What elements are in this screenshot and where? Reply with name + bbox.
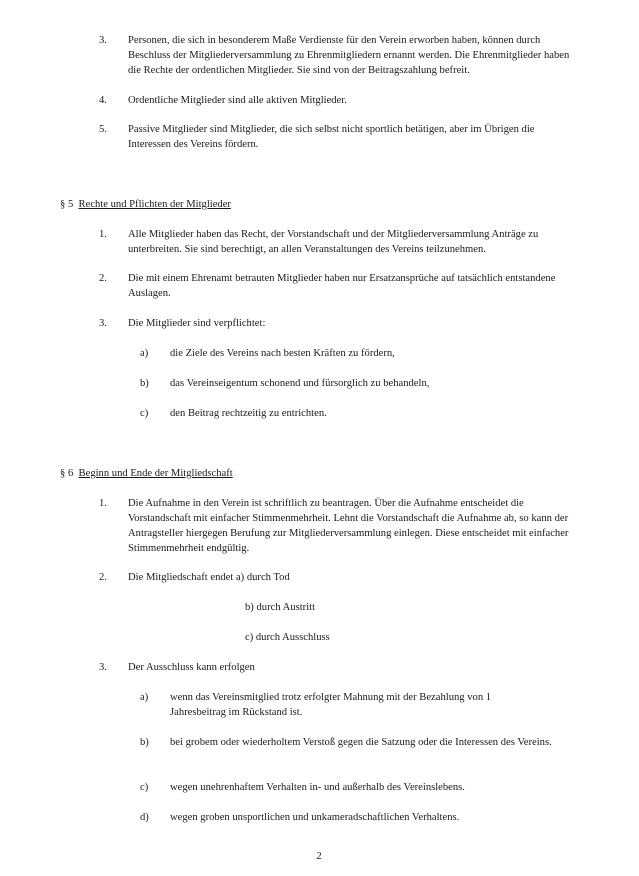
subitem-text: den Beitrag rechtzeitig zu entrichten. (170, 408, 327, 419)
end-option: b) durch Austritt (245, 602, 316, 613)
subitem-label: a) (140, 348, 149, 359)
subitem-label: b) (140, 378, 149, 389)
subitem-label: b) (140, 737, 149, 748)
subitem-label: d) (140, 812, 149, 823)
section-title: Beginn und Ende der Mitgliedschaft (78, 468, 233, 479)
item-number: 1. (99, 498, 107, 509)
page-number: 2 (316, 851, 322, 862)
end-option: c) durch Ausschluss (245, 632, 330, 643)
item-text: Alle Mitglieder haben das Recht, der Vorstandschaft und der Mitgliederversammlung Anträge zu unterbreiten. Sie sind berechtigt, an allen Veranstaltungen des Vereins teilzunehmen. (128, 229, 539, 255)
item-number: 5. (99, 124, 107, 135)
item-text: Die mit einem Ehrenamt betrauten Mitglieder haben nur Ersatzansprüche auf tatsächlich entstandene Auslagen. (128, 273, 556, 299)
section-heading (60, 466, 233, 481)
item-text: Personen, die sich in besonderem Maße Verdienste für den Verein erworben haben, können durch Beschluss der Mitgliederversammlung zu Ehrenmitgliedern ernannt werden. Die Ehrenmitglieder haben die Rechte der ordentlichen Mitglieder. Sie sind von der Beitragszahlung befreit. (128, 35, 570, 76)
subitem-text: das Vereinseigentum schonend und fürsorglich zu behandeln, (170, 378, 430, 389)
item-number: 3. (99, 318, 107, 329)
section-heading (60, 197, 231, 212)
item-text: Der Ausschluss kann erfolgen (128, 662, 255, 673)
subitem-text: bei grobem oder wiederholtem Verstoß gegen die Satzung oder die Interessen des Vereins. (170, 737, 552, 748)
item-number: 1. (99, 229, 107, 240)
item-number: 3. (99, 662, 107, 673)
item-text: Die Mitglieder sind verpflichtet: (128, 318, 266, 329)
item-number: 2. (99, 273, 107, 284)
item-text: Die Mitgliedschaft endet a) durch Tod (128, 572, 290, 583)
item-number: 2. (99, 572, 107, 583)
item-text: Ordentliche Mitglieder sind alle aktiven Mitglieder. (128, 95, 347, 106)
subitem-text: wegen groben unsportlichen und unkameradschaftlichen Verhaltens. (170, 812, 460, 823)
subitem-text: die Ziele des Vereins nach besten Kräften zu fördern, (170, 348, 395, 359)
subitem-label: c) (140, 782, 149, 793)
item-number: 4. (99, 95, 107, 106)
item-text: Passive Mitglieder sind Mitglieder, die sich selbst nicht sportlich betätigen, aber im Übrigen die Interessen des Vereins fördern. (128, 124, 535, 150)
subitem-label: a) (140, 692, 149, 703)
subitem-text: wegen unehrenhaftem Verhalten in- und außerhalb des Vereinslebens. (170, 782, 465, 793)
subitem-label: c) (140, 408, 149, 419)
section-title: Rechte und Pflichten der Mitglieder (78, 199, 231, 210)
item-text: Die Aufnahme in den Verein ist schriftlich zu beantragen. Über die Aufnahme entscheidet die Vorstandschaft mit einfacher Stimmenmehrheit. Lehnt die Vorstandschaft die Aufnahme ab, so kann der Antragsteller hiergegen Berufung zur Mitgliederversammlung einlegen. Diese entscheidet mit einfacher Stimmenmehrheit endgültig. (128, 498, 569, 554)
subitem-text: wenn das Vereinsmitglied trotz erfolgter Mahnung mit der Bezahlung von 1 Jahresbeitrag im Rückstand ist. (170, 692, 492, 718)
section-number: § 5 (60, 199, 74, 210)
item-number: 3. (99, 35, 107, 46)
section-number: § 6 (60, 468, 74, 479)
